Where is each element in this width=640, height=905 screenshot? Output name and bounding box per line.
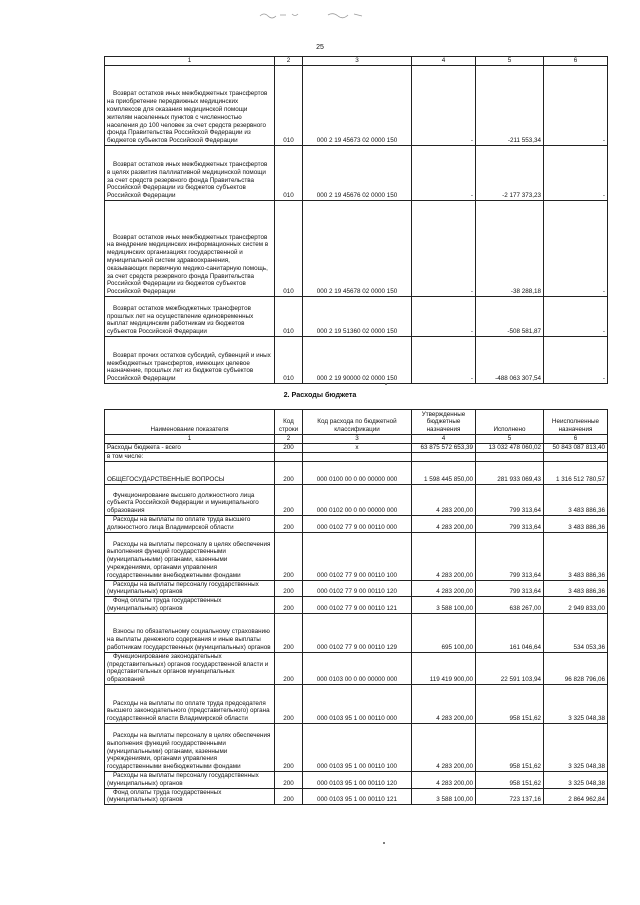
page-number: 25 — [316, 44, 324, 51]
row-kbk: 000 0100 00 0 00 00000 000 — [303, 462, 412, 485]
row-executed: -2 177 373,23 — [476, 146, 544, 201]
row-code: 200 — [275, 723, 303, 771]
row-executed: 13 032 478 060,02 — [476, 444, 544, 453]
scan-artifact — [258, 10, 368, 20]
row-code: 200 — [275, 580, 303, 597]
row-unexecuted: 50 843 087 813,40 — [544, 444, 608, 453]
column-number: 3 — [303, 435, 412, 444]
row-kbk: 000 0102 00 0 00 00000 000 — [303, 485, 412, 516]
row-approved: 4 283 200,00 — [412, 580, 476, 597]
row-kbk — [303, 453, 412, 462]
row-approved: 695 100,00 — [412, 613, 476, 652]
row-name: Расходы на выплаты по оплате труда председателя высшего законодательного (представительного) органа государственной власти Владимирской области — [105, 684, 275, 723]
header-name: Наименование показателя — [105, 410, 275, 435]
row-kbk: 000 2 19 51360 02 0000 150 — [303, 297, 412, 337]
row-approved: 4 283 200,00 — [412, 485, 476, 516]
row-approved: 4 283 200,00 — [412, 516, 476, 533]
row-unexecuted: 3 325 048,38 — [544, 684, 608, 723]
row-name: Расходы на выплаты персоналу в целях обеспечения выполнения функций государственными (муниципальными) органами, казенными учреждениями, органами управления государственными внебюджетными фондами — [105, 723, 275, 771]
table-row — [105, 462, 608, 485]
row-name: Функционирование законодательных (представительных) органов государственной власти и представительных органов муниципальных образований — [105, 652, 275, 684]
row-executed: -488 063 307,54 — [476, 337, 544, 384]
table-row — [105, 66, 608, 146]
row-executed: 958 151,62 — [476, 723, 544, 771]
row-code: 010 — [275, 297, 303, 337]
row-code: 200 — [275, 771, 303, 788]
scan-speck — [383, 842, 385, 844]
table-row — [105, 580, 608, 597]
row-name: Расходы на выплаты по оплате труда высшего должностного лица Владимирской области — [105, 516, 275, 533]
table-row — [105, 788, 608, 805]
column-number: 5 — [476, 435, 544, 444]
table-row — [105, 597, 608, 614]
row-unexecuted: - — [544, 337, 608, 384]
row-executed: -211 553,34 — [476, 66, 544, 146]
row-approved: - — [412, 66, 476, 146]
row-code: 200 — [275, 684, 303, 723]
row-executed: 281 933 069,43 — [476, 462, 544, 485]
column-number: 1 — [105, 435, 275, 444]
row-name: Фонд оплаты труда государственных (муниципальных) органов — [105, 597, 275, 614]
header-unexecuted: Неисполненные назначения — [544, 410, 608, 435]
expenses-table — [104, 409, 608, 805]
row-approved: - — [412, 297, 476, 337]
row-executed — [476, 453, 544, 462]
table-row — [105, 146, 608, 201]
row-kbk: 000 0103 95 1 00 00110 120 — [303, 771, 412, 788]
row-code: 010 — [275, 337, 303, 384]
row-unexecuted: 3 325 048,38 — [544, 771, 608, 788]
row-name: Возврат остатков иных межбюджетных трансфертов в целях развития паллиативной медицинской помощи за счет средств резервного фонда Правительства Российской Федерации из бюджетов субъектов Российской Федерации — [105, 146, 275, 201]
table-row — [105, 337, 608, 384]
row-executed: 638 267,00 — [476, 597, 544, 614]
column-number: 1 — [105, 57, 275, 66]
row-name: Возврат прочих остатков субсидий, субвенций и иных межбюджетных трансфертов, имеющих целевое назначение, прошлых лет из бюджетов субъектов Российской Федерации — [105, 337, 275, 384]
row-unexecuted: 2 949 833,00 — [544, 597, 608, 614]
row-approved: 4 283 200,00 — [412, 684, 476, 723]
row-kbk: 000 0103 00 0 00 00000 000 — [303, 652, 412, 684]
row-approved: 3 588 100,00 — [412, 788, 476, 805]
row-name: Расходы на выплаты персоналу в целях обеспечения выполнения функций государственными (муниципальными) органами, казенными учреждениями, органами управления государственными внебюджетными фондами — [105, 532, 275, 580]
row-kbk: 000 2 19 45676 02 0000 150 — [303, 146, 412, 201]
income-table — [104, 56, 608, 384]
row-unexecuted: 96 828 796,06 — [544, 652, 608, 684]
table-row — [105, 485, 608, 516]
row-code: 010 — [275, 66, 303, 146]
income-column-number-row — [105, 57, 608, 66]
row-executed: 799 313,64 — [476, 485, 544, 516]
row-unexecuted: - — [544, 66, 608, 146]
row-approved: - — [412, 201, 476, 297]
row-approved: 1 598 445 850,00 — [412, 462, 476, 485]
column-number: 5 — [476, 57, 544, 66]
row-code: 010 — [275, 201, 303, 297]
row-approved: 119 419 900,00 — [412, 652, 476, 684]
row-unexecuted — [544, 453, 608, 462]
row-approved: 3 588 100,00 — [412, 597, 476, 614]
row-unexecuted: 3 325 048,38 — [544, 723, 608, 771]
row-code: 200 — [275, 462, 303, 485]
row-name: Расходы на выплаты персоналу государственных (муниципальных) органов — [105, 580, 275, 597]
row-kbk: 000 0103 95 1 00 00110 121 — [303, 788, 412, 805]
row-name: Функционирование высшего должностного лица субъекта Российской Федерации и муниципального образования — [105, 485, 275, 516]
row-name: Расходы бюджета - всего — [105, 444, 275, 453]
row-code: 200 — [275, 613, 303, 652]
row-name: в том числе: — [105, 453, 275, 462]
row-kbk: 000 0102 77 9 00 00110 120 — [303, 580, 412, 597]
row-name: Возврат остатков иных межбюджетных трансфертов на внедрение медицинских информационных систем в медицинских организациях государственной и муниципальной систем здравоохранения, оказывающих первичную медико-санитарную помощь, за счет средств резервного фонда Правительства Российской Федерации из бюджетов субъектов Российской Федерации — [105, 201, 275, 297]
table-row — [105, 201, 608, 297]
table-row — [105, 444, 608, 453]
column-number: 2 — [275, 435, 303, 444]
row-executed: -508 581,87 — [476, 297, 544, 337]
table-row — [105, 516, 608, 533]
table-row — [105, 613, 608, 652]
row-name: ОБЩЕГОСУДАРСТВЕННЫЕ ВОПРОСЫ — [105, 462, 275, 485]
row-kbk: 000 2 19 45673 02 0000 150 — [303, 66, 412, 146]
table-row — [105, 297, 608, 337]
row-unexecuted: 3 483 886,36 — [544, 580, 608, 597]
row-unexecuted: - — [544, 146, 608, 201]
row-unexecuted: 2 864 962,84 — [544, 788, 608, 805]
row-executed: 22 591 103,94 — [476, 652, 544, 684]
table-row — [105, 532, 608, 580]
row-approved: 4 283 200,00 — [412, 532, 476, 580]
row-approved: 4 283 200,00 — [412, 771, 476, 788]
row-name: Возврат остатков межбюджетных трансфертов прошлых лет на осуществление единовременных выплат медицинским работникам из бюджетов субъектов Российской Федерации — [105, 297, 275, 337]
row-approved — [412, 453, 476, 462]
row-kbk: 000 0102 77 9 00 00110 121 — [303, 597, 412, 614]
row-code — [275, 453, 303, 462]
row-executed: 958 151,62 — [476, 771, 544, 788]
scan-speck — [385, 383, 387, 385]
row-code: 200 — [275, 516, 303, 533]
row-kbk: 000 0102 77 9 00 00110 100 — [303, 532, 412, 580]
row-code: 200 — [275, 532, 303, 580]
table-row — [105, 771, 608, 788]
header-code: Код строки — [275, 410, 303, 435]
row-executed: 958 151,62 — [476, 684, 544, 723]
row-code: 200 — [275, 485, 303, 516]
row-code: 200 — [275, 444, 303, 453]
row-unexecuted: 1 316 512 780,57 — [544, 462, 608, 485]
expenses-column-number-row — [105, 435, 608, 444]
column-number: 4 — [412, 57, 476, 66]
row-approved: - — [412, 337, 476, 384]
row-executed: -38 288,18 — [476, 201, 544, 297]
header-executed: Исполнено — [476, 410, 544, 435]
row-name: Фонд оплаты труда государственных (муниципальных) органов — [105, 788, 275, 805]
row-approved: 4 283 200,00 — [412, 723, 476, 771]
header-approved: Утвержденные бюджетные назначения — [412, 410, 476, 435]
row-kbk: 000 0102 77 9 00 00110 000 — [303, 516, 412, 533]
row-unexecuted: - — [544, 297, 608, 337]
row-kbk: 000 0103 95 1 00 00110 000 — [303, 684, 412, 723]
row-executed: 799 313,64 — [476, 580, 544, 597]
row-executed: 161 046,64 — [476, 613, 544, 652]
table-row — [105, 652, 608, 684]
row-kbk: 000 2 19 45678 02 0000 150 — [303, 201, 412, 297]
row-executed: 723 137,16 — [476, 788, 544, 805]
row-unexecuted: 3 483 886,36 — [544, 485, 608, 516]
row-code: 200 — [275, 597, 303, 614]
column-number: 6 — [544, 57, 608, 66]
row-approved: - — [412, 146, 476, 201]
row-code: 010 — [275, 146, 303, 201]
header-kbk: Код расхода по бюджетной классификации — [303, 410, 412, 435]
expenses-section-title: 2. Расходы бюджета — [283, 390, 357, 399]
row-executed: 799 313,64 — [476, 532, 544, 580]
row-name: Взносы по обязательному социальному страхованию на выплаты денежного содержания и иные выплаты работникам государственных (муниципальных) органов — [105, 613, 275, 652]
row-unexecuted: 534 053,36 — [544, 613, 608, 652]
row-executed: 799 313,64 — [476, 516, 544, 533]
row-unexecuted: 3 483 886,36 — [544, 532, 608, 580]
row-name: Расходы на выплаты персоналу государственных (муниципальных) органов — [105, 771, 275, 788]
row-kbk: x — [303, 444, 412, 453]
column-number: 4 — [412, 435, 476, 444]
row-name: Возврат остатков иных межбюджетных трансфертов на приобретение передвижных медицинских комплексов для оказания медицинской помощи жителям населенных пунктов с численностью населения до 100 человек за счет средств резервного фонда Правительства Российской Федерации из бюджетов субъектов Российской Федерации — [105, 66, 275, 146]
table-row — [105, 684, 608, 723]
column-number: 3 — [303, 57, 412, 66]
row-kbk: 000 0103 95 1 00 00110 100 — [303, 723, 412, 771]
row-kbk: 000 0102 77 9 00 00110 129 — [303, 613, 412, 652]
row-kbk: 000 2 19 90000 02 0000 150 — [303, 337, 412, 384]
row-code: 200 — [275, 652, 303, 684]
column-number: 6 — [544, 435, 608, 444]
row-unexecuted: 3 483 886,36 — [544, 516, 608, 533]
row-approved: 63 875 572 653,39 — [412, 444, 476, 453]
table-row — [105, 723, 608, 771]
column-number: 2 — [275, 57, 303, 66]
row-unexecuted: - — [544, 201, 608, 297]
row-code: 200 — [275, 788, 303, 805]
table-row — [105, 453, 608, 462]
